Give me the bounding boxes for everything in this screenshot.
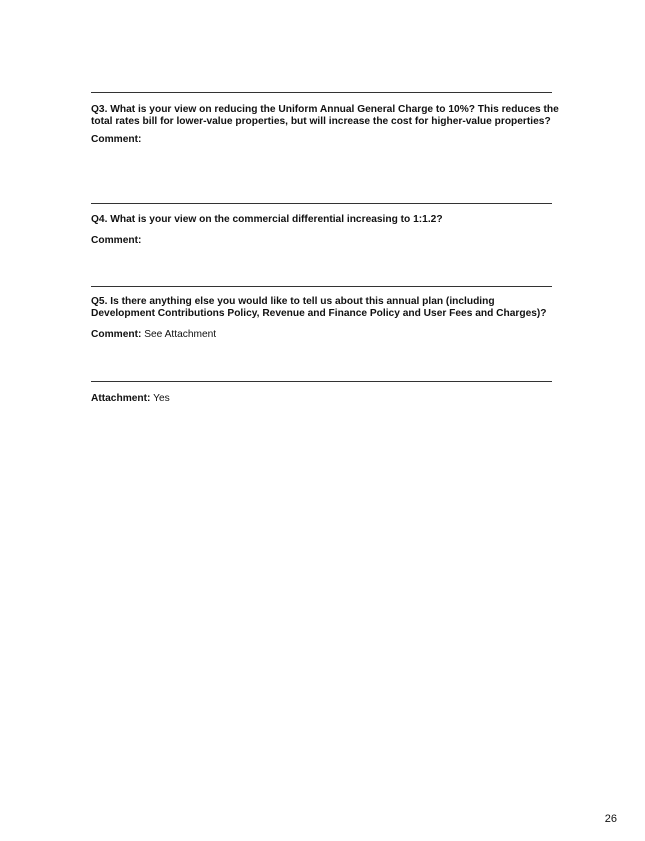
attachment-row <box>91 393 561 405</box>
comment-q3 <box>91 134 561 146</box>
comment-label-q5: Comment: <box>91 328 142 340</box>
divider-top <box>91 92 552 93</box>
question-text-q4: Q4. What is your view on the commercial differential increasing to 1:1.2? <box>91 214 443 225</box>
divider-after-q4 <box>91 286 552 287</box>
attachment-value: Yes <box>153 393 170 404</box>
question-text-q5: Q5. Is there anything else you would like to tell us about this annual plan (including Development Contributions Policy, Revenue and Finance Policy and User Fees and Charges)? <box>91 296 547 320</box>
comment-q5 <box>91 329 561 341</box>
attachment <box>91 393 561 405</box>
page-number: 26 <box>604 813 617 825</box>
question-block-q4 <box>91 214 561 248</box>
question-block-q3 <box>91 104 561 146</box>
question-block-q5 <box>91 296 561 341</box>
comment-label-q3: Comment: <box>91 133 142 145</box>
attachment-label: Attachment: <box>91 393 151 404</box>
divider-after-q5 <box>91 381 552 382</box>
question-text-q3: Q3. What is your view on reducing the Uniform Annual General Charge to 10%? This reduces the total rates bill for lower-value properties, but will increase the cost for higher-value properties? <box>91 104 559 128</box>
comment-value-q5: See Attachment <box>144 328 217 340</box>
comment-label-q4: Comment: <box>91 235 142 247</box>
comment-q4 <box>91 235 561 247</box>
divider-after-q3 <box>91 203 552 204</box>
